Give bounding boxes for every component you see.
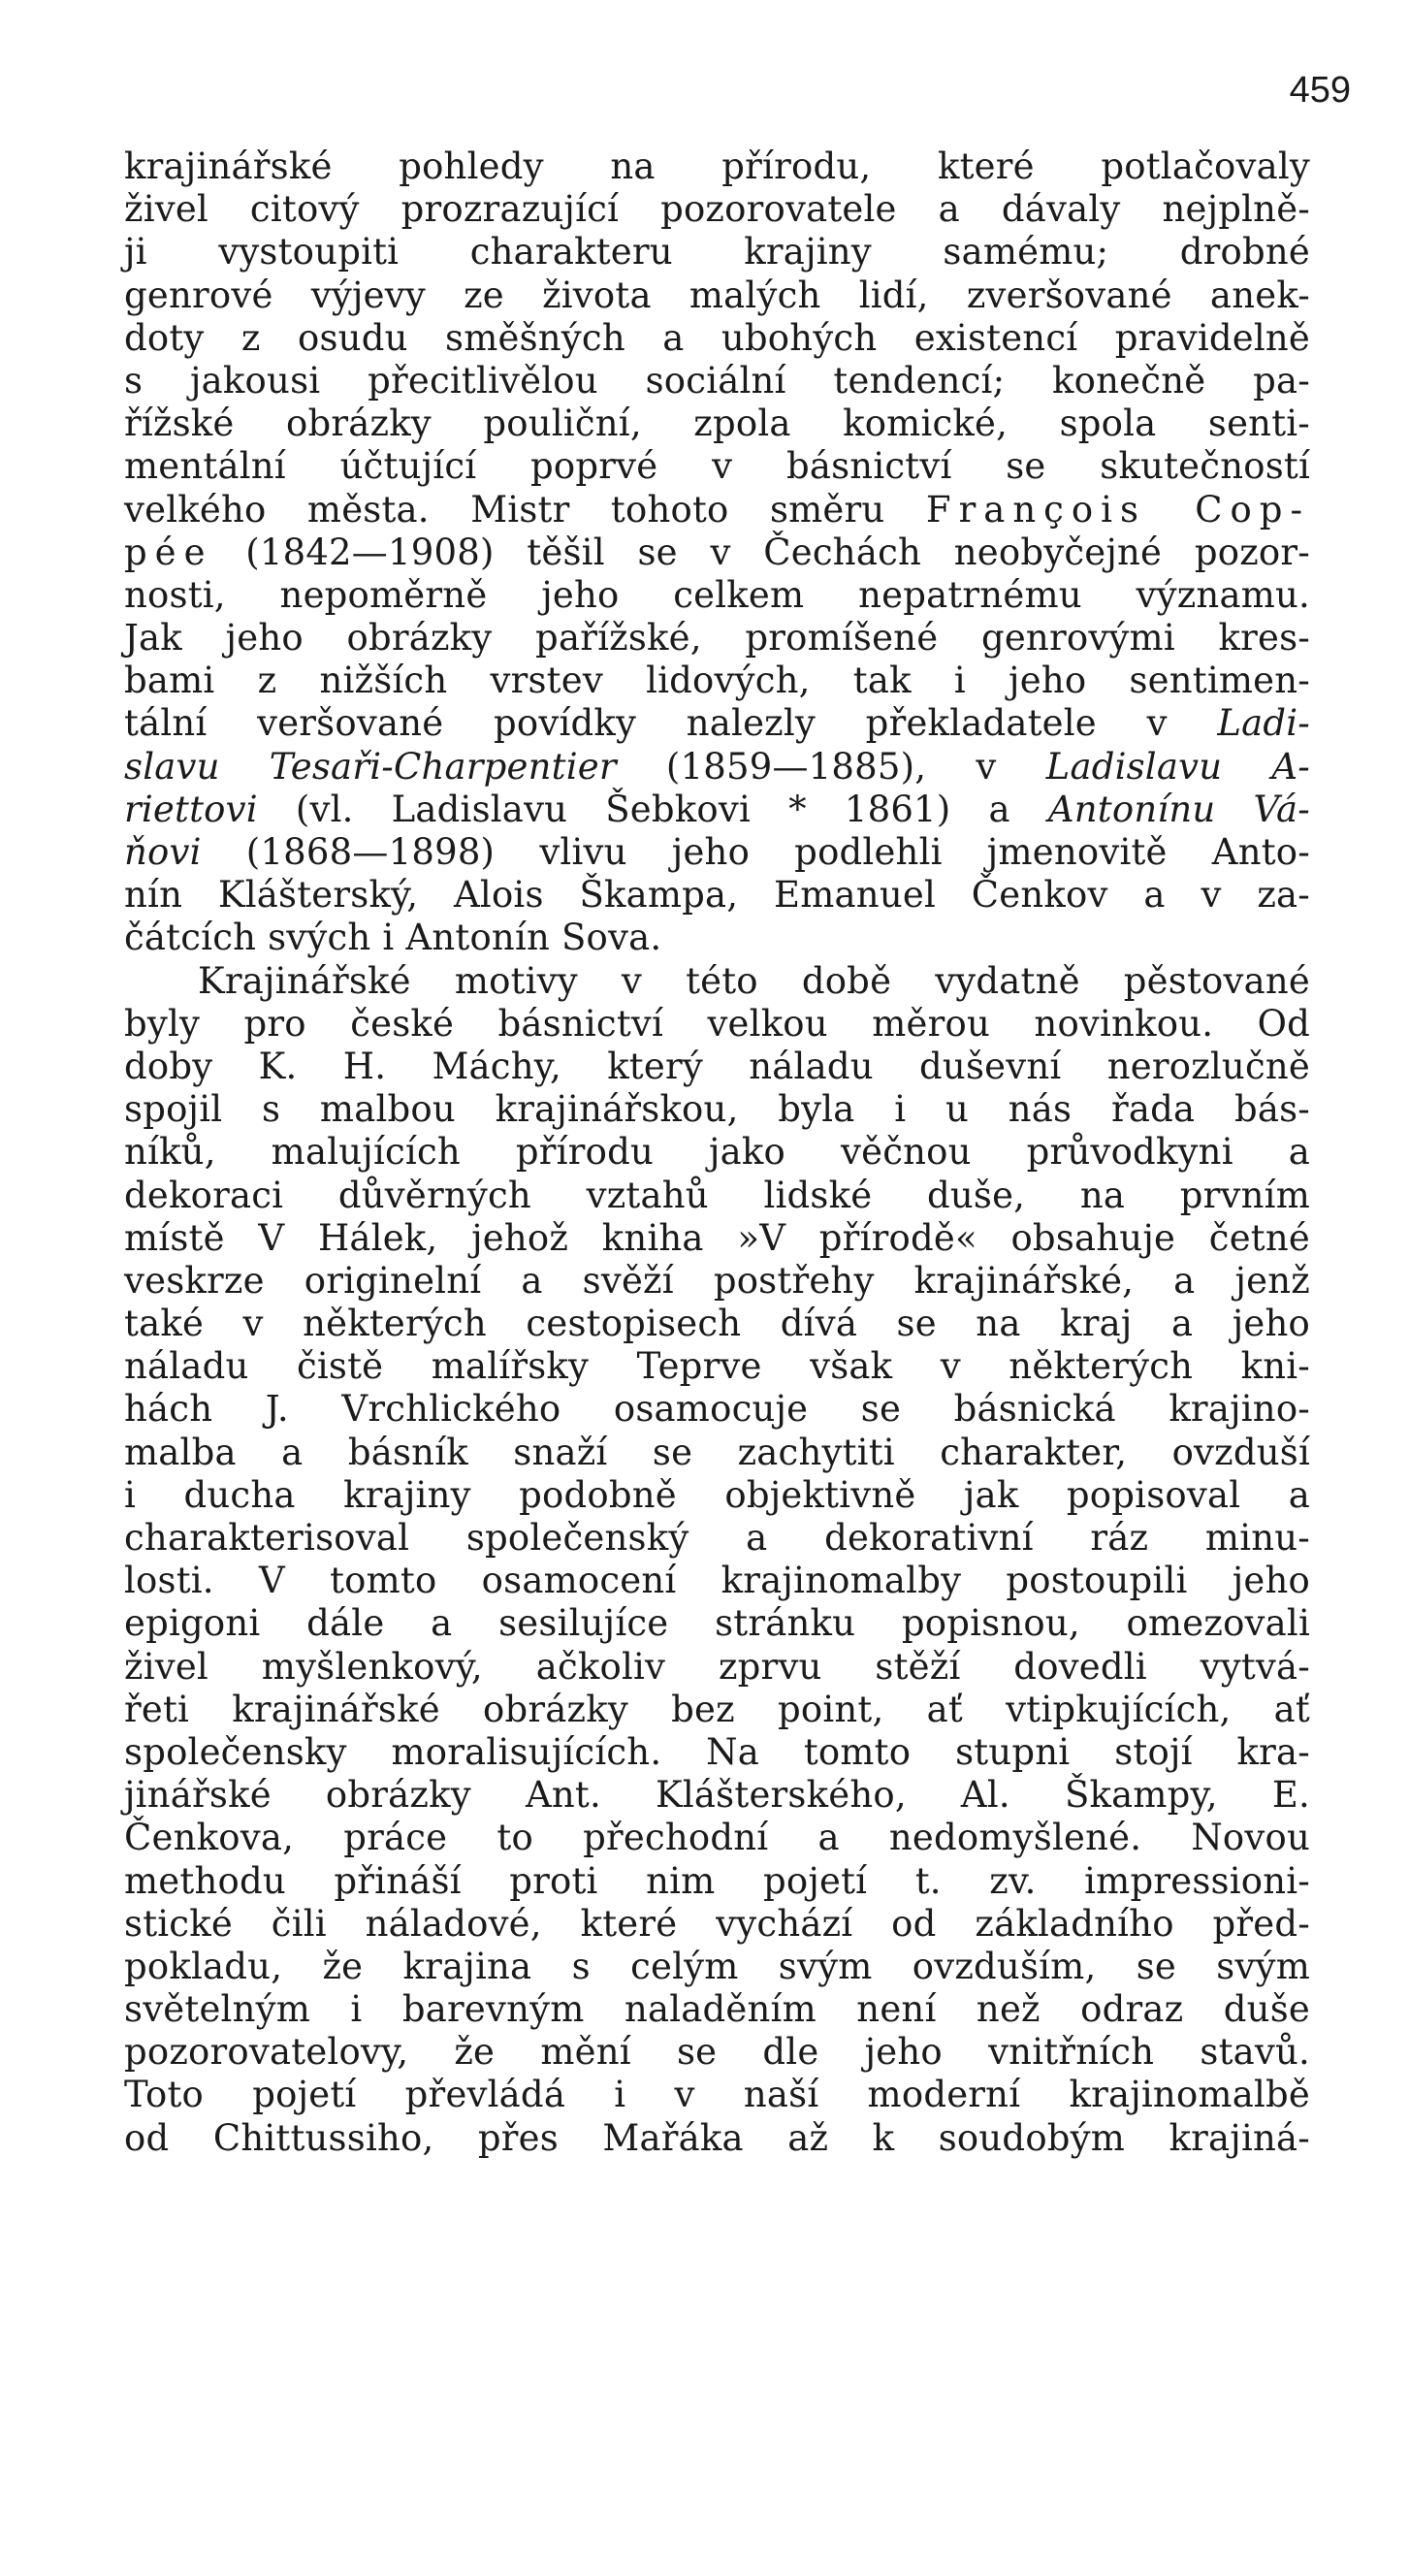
text-fragment: slavu Tesaři-Charpentier (124, 745, 617, 788)
text-line (124, 1774, 1310, 1817)
text-line (124, 1946, 1310, 1988)
text-fragment: tální veršované povídky nalezly překladatele v (124, 702, 1218, 745)
text-fragment: pozorovatelovy, že mění se dle jeho vnitřních stavů. (124, 2031, 1310, 2074)
text-fragment: světelným i barevným naladěním není než odraz duše (124, 1988, 1310, 2031)
text-fragment: řížské obrázky pouliční, zpola komické, spola senti- (124, 402, 1310, 445)
text-line (124, 702, 1310, 745)
text-fragment: Toto pojetí převládá i v naší moderní krajinomalbě (124, 2074, 1310, 2116)
text-line (124, 1217, 1310, 1260)
text-fragment: losti. V tomto osamocení krajinomalby postoupili jeho (124, 1560, 1310, 1602)
text-fragment: pokladu, že krajina s celým svým ovzduším, se svým (124, 1945, 1310, 1987)
text-line (124, 831, 1310, 874)
text-line (124, 1988, 1310, 2031)
text-fragment: nín Klášterský, Alois Škampa, Emanuel Čenkov a v za- (124, 874, 1310, 917)
text-fragment: Jak jeho obrázky pařížské, promíšené genrovými kres- (124, 617, 1310, 660)
text-fragment: Čenkova, práce to přechodní a nedomyšlené. Novou (124, 1817, 1310, 1859)
text-fragment: živel myšlenkový, ačkoliv zprvu stěží dovedli vytvá- (124, 1645, 1310, 1688)
page-number: 459 (1289, 70, 1351, 111)
text-line (124, 1646, 1310, 1689)
text-line (124, 2117, 1310, 2160)
text-line (124, 1131, 1310, 1174)
text-fragment: epigoni dále a sesilujíce stránku popisnou, omezovali (124, 1602, 1310, 1645)
text-line (124, 789, 1310, 831)
text-fragment: (1868—1898) vlivu jeho podlehli jmenovitě Anto- (201, 831, 1310, 873)
text-line (124, 274, 1310, 317)
text-fragment: pée (124, 531, 213, 573)
text-fragment: (1859—1885), v (616, 745, 1046, 788)
text-line (124, 874, 1310, 917)
text-line (124, 2031, 1310, 2074)
text-line (124, 531, 1310, 574)
body-text (124, 145, 1310, 2160)
text-line (124, 2074, 1310, 2116)
paragraph-1 (124, 145, 1310, 960)
text-line (124, 1003, 1310, 1046)
text-line (124, 145, 1310, 188)
text-fragment: doty z osudu směšných a ubohých existencí pravidelně (124, 316, 1310, 359)
text-line (124, 188, 1310, 231)
text-line (124, 746, 1310, 789)
text-fragment: veskrze originelní a svěží postřehy krajinářské, a jenž (124, 1259, 1310, 1302)
text-fragment: jinářské obrázky Ant. Klášterského, Al. Škampy, E. (124, 1774, 1310, 1817)
text-fragment: Ladi- (1217, 702, 1310, 745)
text-line (124, 1303, 1310, 1345)
text-line (124, 1345, 1310, 1388)
text-fragment: mentální účtující poprvé v básnictví se skutečností (124, 445, 1310, 488)
text-line (124, 1474, 1310, 1517)
text-line (124, 1817, 1310, 1859)
text-line (124, 1860, 1310, 1903)
text-fragment: ji vystoupiti charakteru krajiny samému; drobné (124, 231, 1310, 274)
text-fragment: řeti krajinářské obrázky bez point, ať vtipkujících, ať (124, 1688, 1310, 1730)
text-fragment: doby K. H. Máchy, který náladu duševní nerozlučně (124, 1045, 1310, 1087)
text-fragment: náladu čistě malířsky Teprve však v některých kni- (124, 1345, 1310, 1388)
text-fragment: Ladislavu A- (1045, 745, 1311, 788)
text-fragment: methodu přináší proti nim pojetí t. zv. impressioni- (124, 1859, 1310, 1902)
text-fragment: od Chittussiho, přes Mařáka až k soudobým krajiná- (124, 2116, 1310, 2159)
text-fragment: Krajinářské motivy v této době vydatně pěstované (198, 959, 1310, 1002)
text-fragment: dekoraci důvěrných vztahů lidské duše, na prvním (124, 1174, 1310, 1216)
text-fragment: níků, malujících přírodu jako věčnou průvodkyni a (124, 1131, 1310, 1174)
text-line (124, 445, 1310, 488)
text-fragment: Antonínu Vá- (1047, 788, 1310, 830)
text-fragment: hách J. Vrchlického osamocuje se básnická krajino- (124, 1388, 1310, 1431)
text-fragment: čátcích svých i Antonín Sova. (124, 917, 662, 959)
text-fragment: spojil s malbou krajinářskou, byla i u nás řada bás- (124, 1088, 1310, 1131)
text-fragment: (vl. Ladislavu Šebkovi * 1861) a (257, 788, 1048, 830)
text-fragment: velkého města. Mistr tohoto směru (124, 488, 926, 531)
text-line (124, 1260, 1310, 1303)
text-line (124, 1517, 1310, 1560)
text-line (124, 1432, 1310, 1474)
text-line (124, 1088, 1310, 1131)
text-line (124, 1602, 1310, 1645)
paragraph-2 (124, 960, 1310, 2160)
text-line (124, 1731, 1310, 1774)
text-fragment: (1842—1908) těšil se v Čechách neobyčejné pozor- (212, 531, 1310, 573)
text-fragment: živel citový prozrazující pozorovatele a dávaly nejplně- (124, 188, 1310, 231)
text-fragment: François Cop- (925, 488, 1310, 531)
text-fragment: charakterisoval společenský a dekorativní ráz minu- (124, 1517, 1310, 1559)
text-fragment: ňovi (124, 831, 202, 873)
text-fragment: bami z nižších vrstev lidových, tak i jeho sentimen- (124, 660, 1310, 702)
text-line (124, 402, 1310, 445)
text-line (124, 360, 1310, 402)
text-fragment: také v některých cestopisech dívá se na kraj a jeho (124, 1303, 1310, 1345)
text-line (124, 1903, 1310, 1946)
text-fragment: nosti, nepoměrně jeho celkem nepatrnému významu. (124, 573, 1310, 616)
text-fragment: místě V Hálek, jehož kniha »V přírodě« obsahuje četné (124, 1216, 1310, 1259)
text-fragment: malba a básník snaží se zachytiti charakter, ovzduší (124, 1431, 1310, 1473)
text-line (124, 960, 1310, 1003)
text-fragment: s jakousi přecitlivělou sociální tendencí; konečně pa- (124, 359, 1310, 402)
text-fragment: stické čili náladové, které vychází od základního před- (124, 1902, 1310, 1945)
text-fragment: i ducha krajiny podobně objektivně jak popisoval a (124, 1473, 1310, 1516)
text-line (124, 1560, 1310, 1602)
text-line (124, 1388, 1310, 1431)
text-line (124, 574, 1310, 617)
text-fragment: genrové výjevy ze života malých lidí, zveršované anek- (124, 274, 1310, 316)
text-line (124, 617, 1310, 660)
text-fragment: riettovi (124, 788, 258, 830)
text-line (124, 317, 1310, 360)
text-fragment: byly pro české básnictví velkou měrou novinkou. Od (124, 1002, 1310, 1045)
text-line (124, 1046, 1310, 1088)
text-line (124, 489, 1310, 531)
text-fragment: společensky moralisujících. Na tomto stupni stojí kra- (124, 1730, 1310, 1773)
text-line (124, 917, 1310, 959)
text-line (124, 1175, 1310, 1217)
text-fragment: krajinářské pohledy na přírodu, které potlačovaly (124, 145, 1310, 187)
text-line (124, 660, 1310, 702)
text-line (124, 231, 1310, 274)
text-line (124, 1689, 1310, 1731)
